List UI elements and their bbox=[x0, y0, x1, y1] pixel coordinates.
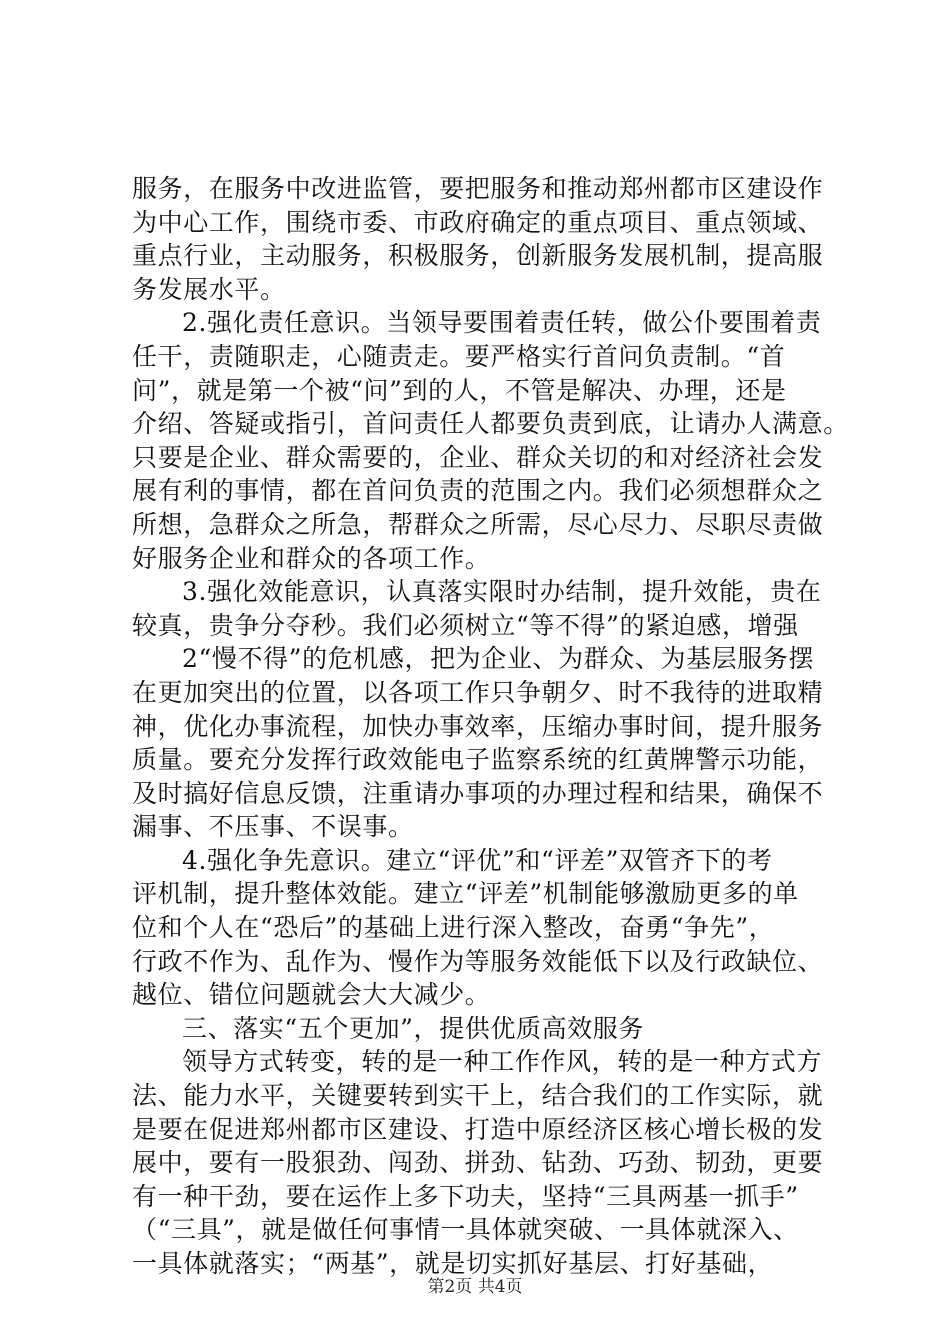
text-line: 有一种干劲，要在运作上多下功夫，坚持“三具两基一抓手” bbox=[132, 1181, 799, 1211]
text-line: 介绍、答疑或指引，首问责任人都要负责到底，让请办人满意。 bbox=[132, 409, 849, 439]
text-line: 问”，就是第一个被“问”到的人，不管是解决、办理，还是 bbox=[132, 375, 787, 405]
page-footer: 第2页 共4页 bbox=[427, 1277, 523, 1297]
text-line: 法、能力水平，关键要转到实干上，结合我们的工作实际，就 bbox=[132, 1081, 824, 1111]
text-line: 任干，责随职走，心随责走。要严格实行首问负责制。“首 bbox=[132, 341, 786, 371]
text-line: 展有利的事情，都在首问负责的范围之内。我们必须想群众之 bbox=[132, 476, 824, 506]
text-line: 位和个人在“恐后”的基础上进行深入整改，奋勇“争先”， bbox=[132, 913, 775, 943]
text-line: 只要是企业、群众需要的，企业、群众关切的和对经济社会发 bbox=[132, 442, 824, 472]
text-line: 三、落实“五个更加”，提供优质高效服务 bbox=[182, 1013, 644, 1043]
text-line: （“三具”，就是做任何事情一具体就突破、一具体就深入、 bbox=[132, 1215, 799, 1245]
text-line: 一具体就落实；“两基”，就是切实抓好基层、打好基础， bbox=[132, 1249, 774, 1278]
text-line: 评机制，提升整体效能。建立“评差”机制能够激励更多的单 bbox=[132, 879, 799, 909]
text-line: 在更加突出的位置，以各项工作只争朝夕、时不我待的进取精 bbox=[132, 677, 824, 707]
text-line: 较真，贵争分夺秒。我们必须树立“等不得”的紧迫感，增强 bbox=[132, 610, 799, 640]
text-line: 展中，要有一股狠劲、闯劲、拼劲、钻劲、巧劲、韧劲，更要 bbox=[132, 1148, 824, 1178]
text-line: 4.强化争先意识。建立“评优”和“评差”双管齐下的考 bbox=[182, 845, 773, 875]
text-line: 2“慢不得”的危机感，把为企业、为群众、为基层服务摆 bbox=[182, 644, 815, 674]
text-line: 为中心工作，围绕市委、市政府确定的重点项目、重点领域、 bbox=[132, 207, 824, 237]
text-line: 领导方式转变，转的是一种工作作风，转的是一种方式方 bbox=[182, 1047, 823, 1077]
text-line: 好服务企业和群众的各项工作。 bbox=[132, 543, 491, 573]
text-line: 务发展水平。 bbox=[132, 274, 286, 304]
text-line: 行政不作为、乱作为、慢作为等服务效能低下以及行政缺位、 bbox=[132, 946, 824, 976]
text-line: 服务，在服务中改进监管，要把服务和推动郑州都市区建设作 bbox=[132, 174, 824, 203]
text-line: 漏事、不压事、不误事。 bbox=[132, 812, 414, 842]
text-line: 所想，急群众之所急，帮群众之所需，尽心尽力、尽职尽责做 bbox=[132, 509, 824, 539]
document-body bbox=[132, 172, 849, 1281]
text-line: 3.强化效能意识，认真落实限时办结制，提升效能，贵在 bbox=[182, 577, 822, 607]
text-line: 及时搞好信息反馈，注重请办事项的办理过程和结果，确保不 bbox=[132, 778, 824, 808]
text-line: 是要在促进郑州都市区建设、打造中原经济区核心增长极的发 bbox=[132, 1114, 824, 1144]
text-line: 2.强化责任意识。当领导要围着责任转，做公仆要围着责 bbox=[182, 308, 822, 338]
text-line: 质量。要充分发挥行政效能电子监察系统的红黄牌警示功能， bbox=[132, 745, 824, 775]
text-line: 重点行业，主动服务，积极服务，创新服务发展机制，提高服 bbox=[132, 241, 824, 271]
text-line: 越位、错位问题就会大大减少。 bbox=[132, 980, 491, 1010]
text-line: 神，优化办事流程，加快办事效率，压缩办事时间，提升服务 bbox=[132, 711, 824, 741]
